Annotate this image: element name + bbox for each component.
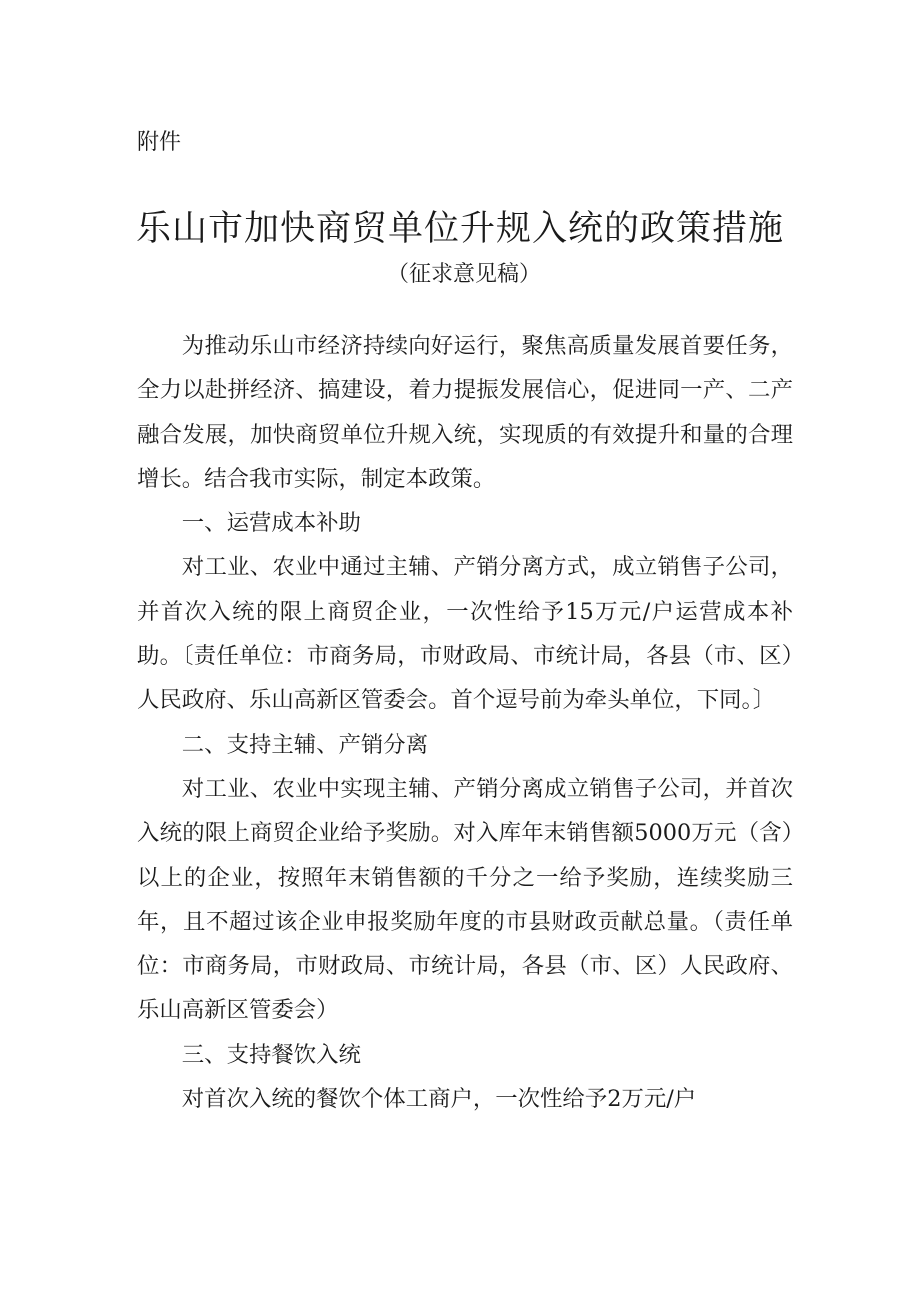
intro-paragraph: 为推动乐山市经济持续向好运行，聚焦高质量发展首要任务，全力以赴拼经济、搞建设，着力提振发展信心，促进同一产、二产融合发展，加快商贸单位升规入统，实现质的有效提升和量的合理增长。结合我市实际，制定本政策。: [137, 333, 793, 492]
section-paragraph-3: 对首次入统的餐饮个体工商户，一次性给予2万元/户: [181, 1086, 697, 1113]
attachment-label: 附件: [137, 130, 182, 155]
document-subtitle: （征求意见稿）: [386, 262, 541, 287]
section-paragraph-1: 对工业、农业中通过主辅、产销分离方式，成立销售子公司，并首次入统的限上商贸企业，一次性给予15万元/户运营成本补助。〔责任单位：市商务局，市财政局、市统计局，各县（市、区）人民政府、乐山高新区管委会。首个逗号前为牵头单位，下同。〕: [137, 554, 793, 714]
document-body: [137, 324, 793, 1121]
section-heading-3: 三、支持餐饮入统: [181, 1041, 361, 1068]
section-paragraph-2: 对工业、农业中实现主辅、产销分离成立销售子公司，并首次入统的限上商贸企业给予奖励。对入库年末销售额5000万元（含）以上的企业，按照年末销售额的千分之一给予奖励，连续奖励三年，且不超过该企业申报奖励年度的市县财政贡献总量。（责任单位：市商务局，市财政局、市统计局，各县（市、区）人民政府、乐山高新区管委会）: [137, 775, 793, 1024]
section-heading-1: 一、运营成本补助: [181, 510, 361, 537]
section-heading-2: 二、支持主辅、产销分离: [181, 731, 429, 758]
document-title: 乐山市加快商贸单位升规入统的政策措施: [135, 209, 784, 249]
